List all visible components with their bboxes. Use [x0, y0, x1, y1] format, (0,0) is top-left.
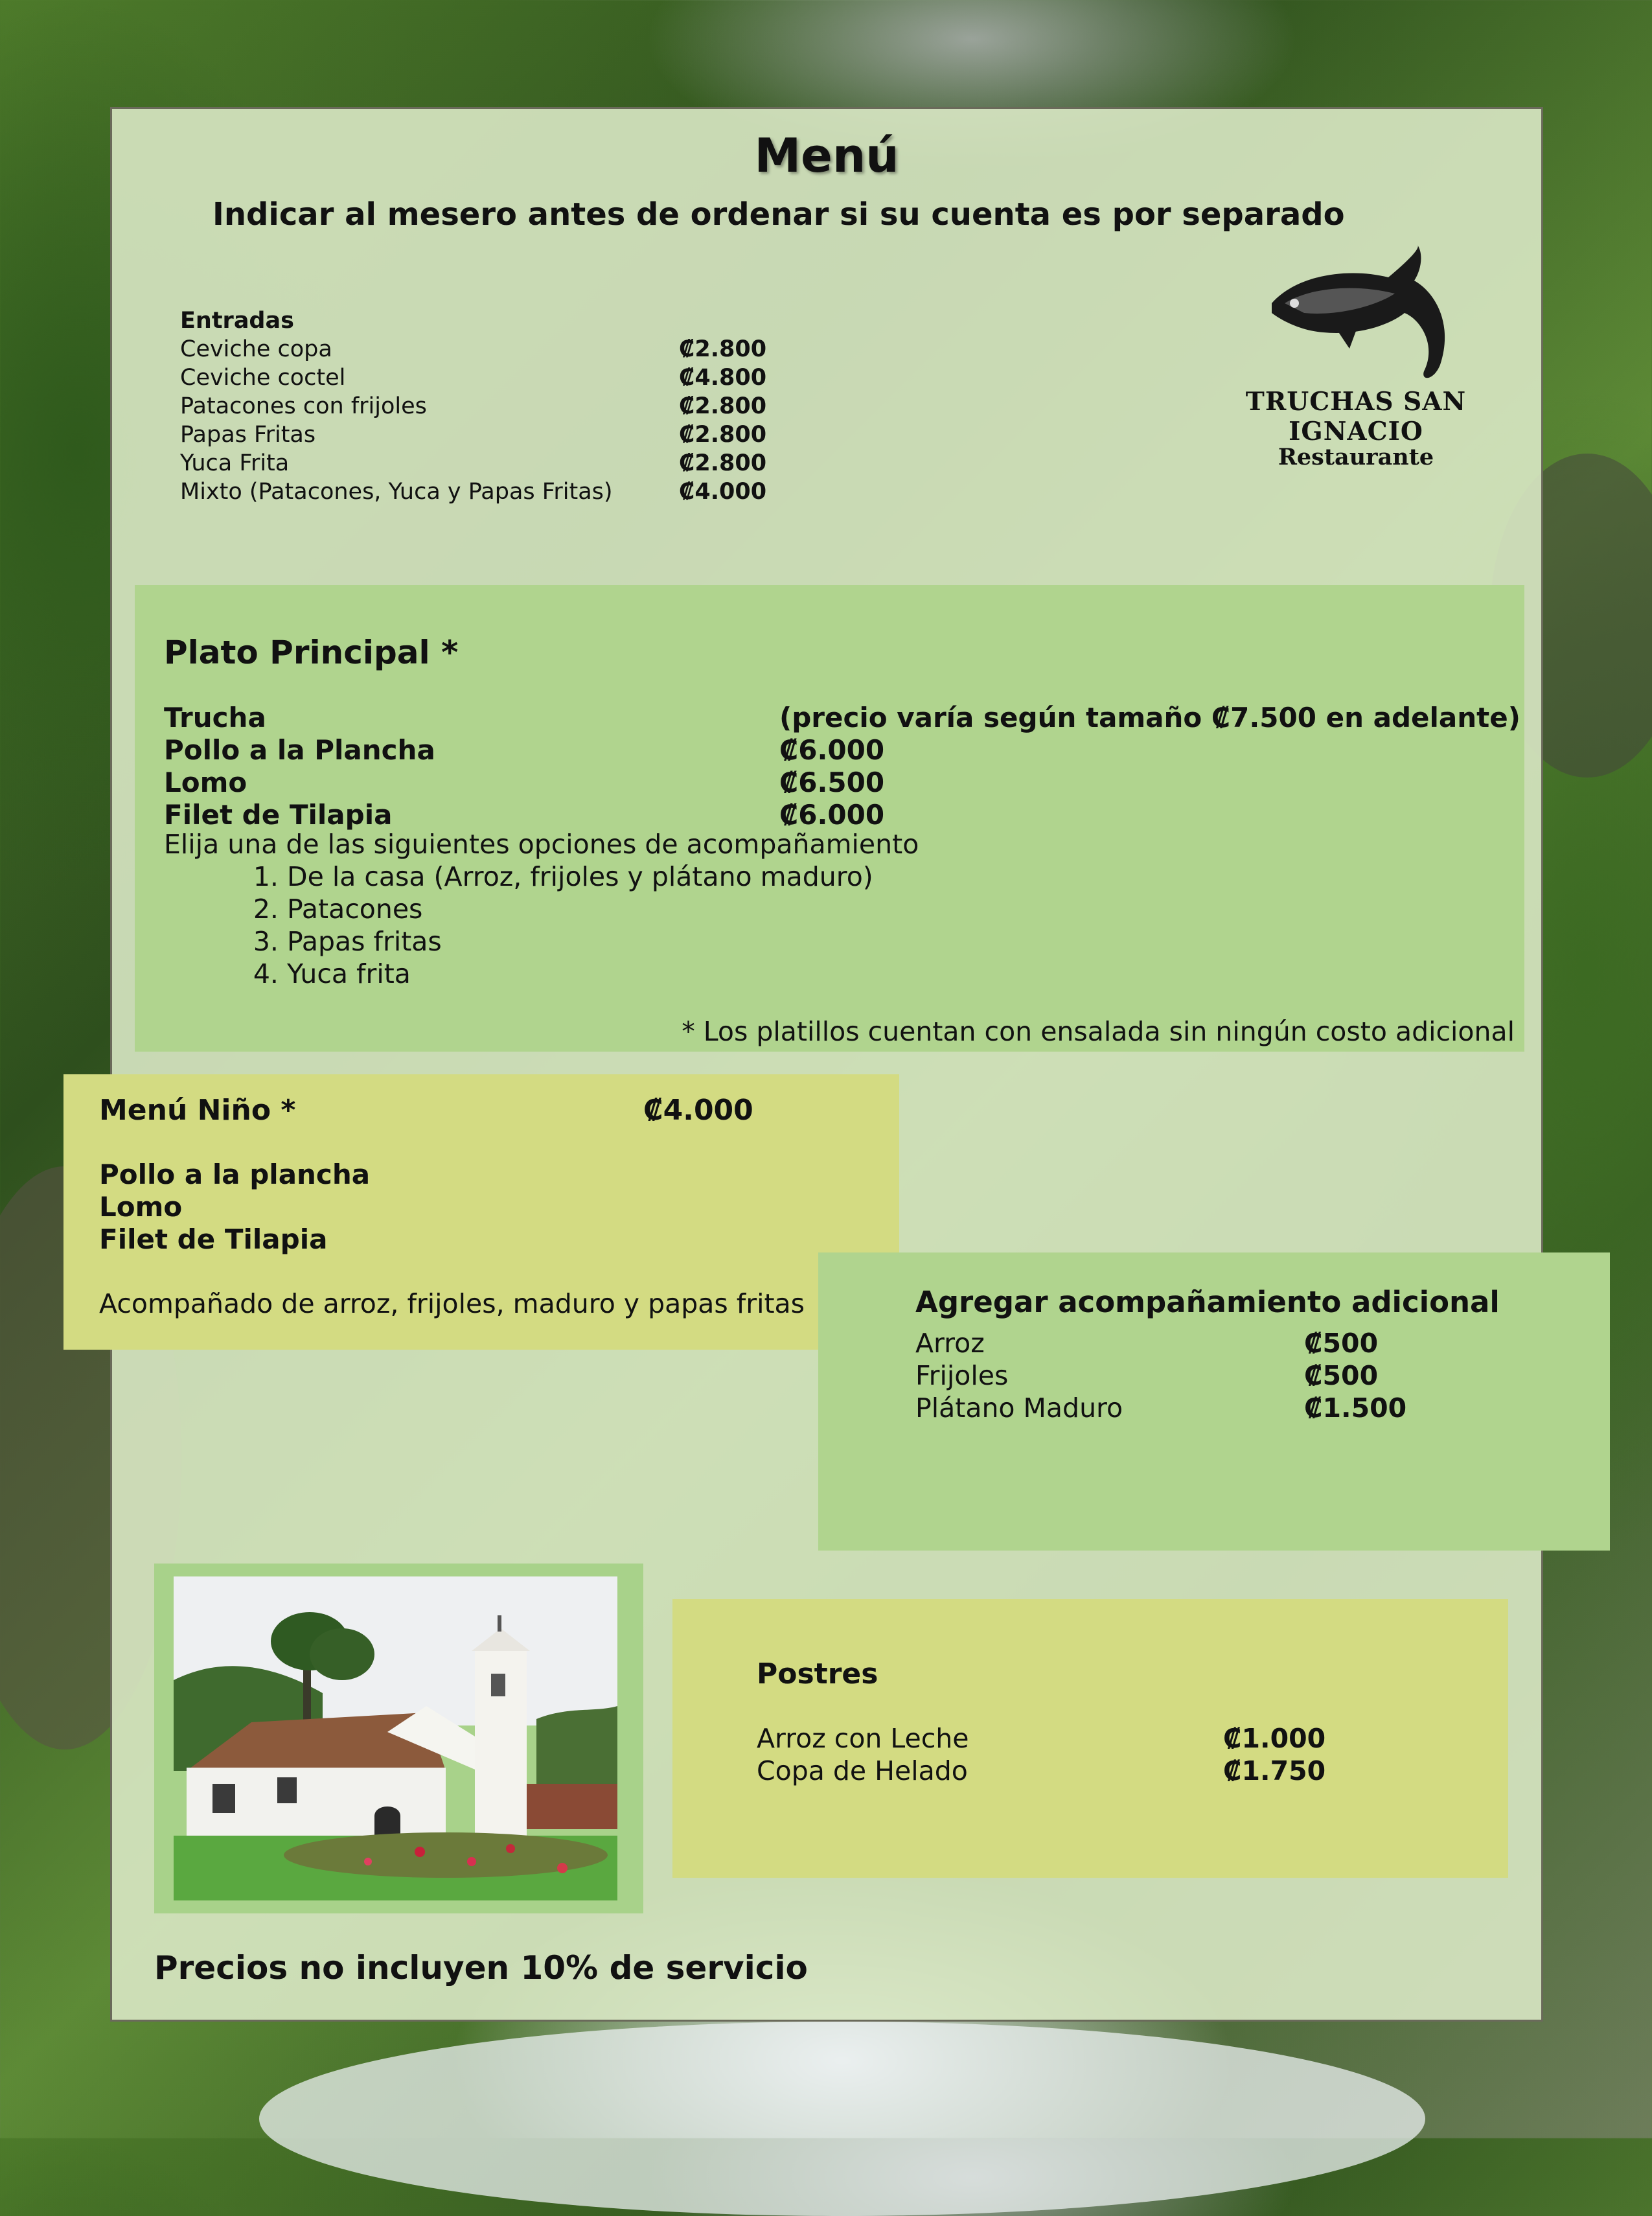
menu-nino-box [63, 1074, 899, 1350]
list-item [180, 364, 766, 392]
menu-nino-title: Menú Niño * [99, 1094, 296, 1127]
acompanamiento-title: Agregar acompañamiento adicional [915, 1285, 1500, 1319]
item-name: Arroz con Leche [757, 1723, 969, 1754]
list-item [180, 449, 766, 478]
item-name: Frijoles [915, 1360, 1009, 1391]
item-name: Plátano Maduro [915, 1392, 1123, 1424]
item-name: Trucha [164, 702, 266, 733]
list-item: Lomo [99, 1191, 183, 1223]
item-price: ₡6.000 [779, 734, 885, 766]
item-price: ₡2.800 [679, 450, 767, 476]
list-item: Pollo a la plancha [99, 1159, 371, 1190]
salad-note: * Los platillos cuentan con ensalada sin ningún costo adicional [682, 1016, 1515, 1047]
item-price: ₡2.800 [679, 393, 767, 419]
list-item [180, 392, 766, 421]
postres-box [672, 1599, 1508, 1878]
list-item: 2. Patacones [287, 893, 873, 925]
menu-nino-header [99, 1094, 753, 1127]
plato-principal-title: Plato Principal * [164, 634, 459, 671]
item-price: ₡6.000 [779, 799, 885, 831]
trout-fish-icon [1259, 242, 1453, 384]
list-item [915, 1327, 1406, 1359]
list-item: 4. Yuca frita [287, 958, 873, 990]
list-item [164, 767, 1520, 799]
item-price: ₡4.800 [679, 365, 767, 391]
item-price: ₡500 [1304, 1360, 1379, 1391]
plato-principal-list [164, 702, 1520, 831]
item-name: Patacones con frijoles [180, 393, 427, 419]
church-photo [174, 1576, 617, 1900]
list-item [180, 421, 766, 449]
side-options-list [251, 860, 873, 990]
logo-name: TRUCHAS SAN IGNACIO [1245, 387, 1467, 446]
acompanamiento-box [818, 1252, 1610, 1551]
menu-nino-list [99, 1159, 370, 1256]
item-name: Papas Fritas [180, 422, 316, 448]
church-photo-frame [154, 1564, 643, 1913]
item-name: Copa de Helado [757, 1755, 968, 1786]
list-item: 3. Papas fritas [287, 925, 873, 958]
postres-list [757, 1722, 1325, 1787]
item-price: (precio varía según tamaño ₡7.500 en adelante) [779, 702, 1520, 733]
side-options-title: Elija una de las siguientes opciones de acompañamiento [164, 829, 919, 860]
menu-nino-description: Acompañado de arroz, frijoles, maduro y papas fritas [99, 1288, 805, 1319]
item-price: ₡1.750 [1223, 1755, 1326, 1786]
item-price: ₡1.500 [1304, 1392, 1407, 1424]
menu-nino-price: ₡4.000 [643, 1094, 753, 1127]
page-title: Menú [754, 128, 899, 183]
logo-tagline: Restaurante [1278, 444, 1434, 470]
list-item [164, 702, 1520, 734]
item-price: ₡2.800 [679, 422, 767, 448]
menu-panel [99, 107, 1543, 2022]
acompanamiento-list [915, 1327, 1406, 1424]
item-price: ₡2.800 [679, 336, 767, 362]
list-item [915, 1392, 1406, 1424]
item-price: ₡6.500 [779, 767, 885, 798]
background-water [259, 2022, 1425, 2216]
plato-principal-box [135, 585, 1524, 1052]
postres-title: Postres [757, 1657, 878, 1691]
list-item [180, 478, 766, 506]
item-price: ₡1.000 [1223, 1723, 1326, 1754]
list-item [164, 799, 1520, 831]
list-item: 1. De la casa (Arroz, frijoles y plátano maduro) [287, 860, 873, 893]
service-note: Precios no incluyen 10% de servicio [154, 1949, 808, 1987]
item-name: Yuca Frita [180, 450, 290, 476]
page-subtitle: Indicar al mesero antes de ordenar si su cuenta es por separado [212, 196, 1345, 233]
item-name: Lomo [164, 767, 247, 798]
list-item [180, 335, 766, 364]
church-illustration [174, 1576, 617, 1900]
item-price: ₡4.000 [679, 479, 767, 505]
item-name: Mixto (Patacones, Yuca y Papas Fritas) [180, 479, 613, 505]
restaurant-logo [1187, 242, 1524, 470]
entradas-title: Entradas [180, 308, 294, 334]
list-item [757, 1722, 1325, 1755]
item-name: Ceviche coctel [180, 365, 346, 391]
list-item [915, 1359, 1406, 1392]
item-name: Filet de Tilapia [164, 799, 393, 831]
item-name: Ceviche copa [180, 336, 332, 362]
item-name: Arroz [915, 1328, 985, 1359]
list-item: Filet de Tilapia [99, 1223, 328, 1255]
item-price: ₡500 [1304, 1328, 1379, 1359]
list-item [164, 734, 1520, 767]
item-name: Pollo a la Plancha [164, 734, 435, 766]
list-item [757, 1755, 1325, 1787]
entradas-section [180, 306, 766, 506]
